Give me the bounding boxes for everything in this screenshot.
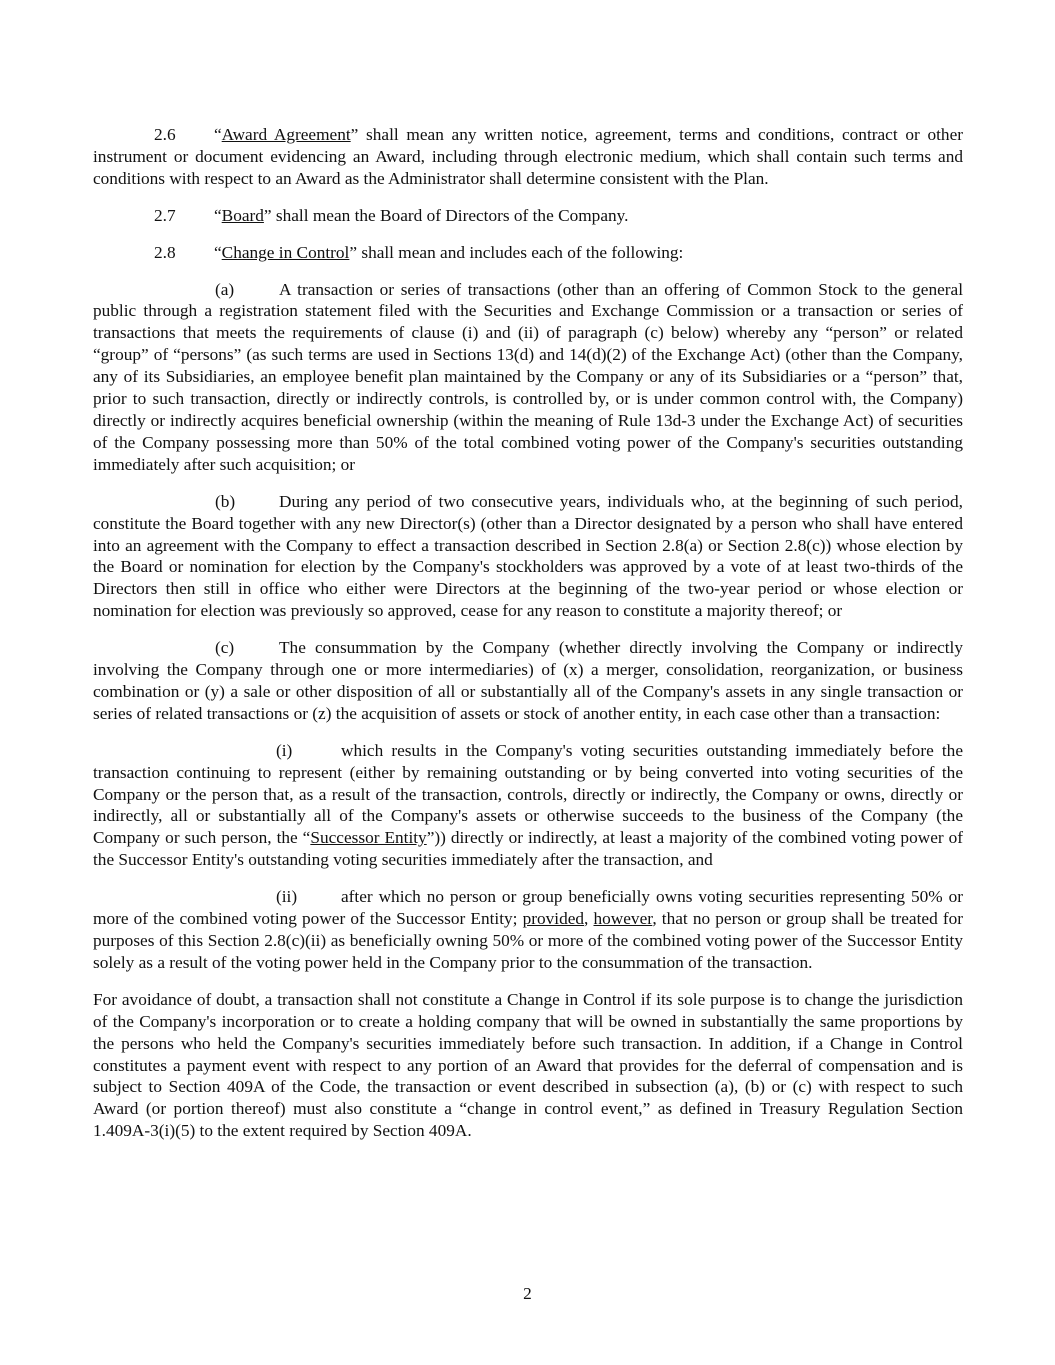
clause-c — [93, 637, 963, 725]
defined-term-change-in-control: Change in Control — [221, 242, 350, 262]
clause-number: (c) — [215, 638, 235, 658]
subclause-text: which results in the Company's voting securities outstanding immediately before the transaction continuing to represent (either by remaining outstanding or by being converted into voting securities of the Company or the person that, as a result of the transaction, controls, directly or indirectly, the Company or owns, directly or indirectly, all or substantially all of the Company's assets or otherwise succeeds to the business of the Company (the Company or such person, the “ — [93, 740, 963, 848]
subclause-text-after: ”)) directly or indirectly, at least a majority of the combined voting power of the Successor Entity's outstanding voting securities immediately after the transaction, and — [93, 828, 964, 870]
open-quote: “ — [214, 125, 222, 144]
section-2-8 — [93, 242, 963, 264]
section-2-7 — [93, 205, 963, 227]
clause-text: The consummation by the Company (whether directly involving the Company or indirectly involving the Company through one or more intermediaries) of (x) a merger, consolidation, reorganization, or business combination or (y) a sale or other disposition of all or substantially all of the Company's assets in any single transaction or series of related transactions or (z) the acquisition of assets or stock of another entity, in each case other than a transaction: — [93, 638, 963, 723]
subclause-number: (i) — [276, 740, 293, 760]
open-quote: “ — [214, 205, 222, 225]
term-however: however — [593, 909, 653, 929]
section-2-6 — [93, 124, 963, 190]
section-text: ” shall mean and includes each of the following: — [349, 242, 684, 262]
document-page — [93, 124, 963, 1157]
clause-b — [93, 491, 963, 622]
section-text: ” shall mean the Board of Directors of the Company. — [263, 205, 629, 225]
subclause-text: after which no person or group beneficially owns voting securities representing 50% or more of the combined voting power of the Successor Entity; — [93, 887, 963, 929]
open-quote: “ — [214, 242, 222, 262]
subclause-text-after: , that no person or group shall be treated for purposes of this Section 2.8(c)(ii) as beneficially owning 50% or more of the combined voting power of the Successor Entity solely as a result of the voting power held in the Company prior to the consummation of the transaction. — [93, 909, 964, 972]
section-number: 2.7 — [154, 205, 176, 225]
clause-number: (a) — [215, 279, 235, 299]
section-number: 2.6 — [154, 125, 176, 144]
term-provided: provided — [522, 909, 585, 929]
clause-text: During any period of two consecutive years, individuals who, at the beginning of such period, constitute the Board together with any new Director(s) (other than a Director designated by a person who shall have entered into an agreement with the Company to effect a transaction described in Section 2.8(a) or Section 2.8(c)) whose election by the Board or nomination for election by the Company's stockholders was approved by a vote of at least two-thirds of the Directors then still in office who either were Directors at the beginning of the two-year period or whose election or nomination for election was previously so approved, cease for any reason to constitute a majority thereof; or — [93, 491, 963, 621]
clause-a — [93, 279, 963, 476]
defined-term-successor-entity: Successor Entity — [310, 828, 427, 848]
clause-text: A transaction or series of transactions (other than an offering of Common Stock to the general public through a registration statement filed with the Securities and Exchange Commission or a transaction or series of transactions that meets the requirements of clause (i) and (ii) of paragraph (c) below) whereby any “person” or related “group” of “persons” (as such terms are used in Sections 13(d) and 14(d)(2) of the Exchange Act) (other than the Company, any of its Subsidiaries, an employee benefit plan maintained by the Company or any of its Subsidiaries or a “person” that, prior to such transaction, directly or indirectly controls, is controlled by, or is under common control with, the Company) directly or indirectly acquires beneficial ownership (within the meaning of Rule 13d-3 under the Exchange Act) of securities of the Company possessing more than 50% of the total combined voting power of the Company's securities outstanding immediately after such acquisition; or — [93, 279, 963, 474]
section-number: 2.8 — [154, 242, 176, 262]
subclause-i — [93, 740, 963, 871]
closing-paragraph: For avoidance of doubt, a transaction shall not constitute a Change in Control if its sole purpose is to change the jurisdiction of the Company's incorporation or to create a holding company that will be owned in substantially the same proportions by the persons who held the Company's securities immediately before such transaction. In addition, if a Change in Control constitutes a payment event with respect to any portion of an Award that provides for the deferral of compensation and is subject to Section 409A of the Code, the transaction or event described in subsection (a), (b) or (c) with respect to such Award (or portion thereof) must also constitute a “change in control event,” as defined in Treasury Regulation Section 1.409A-3(i)(5) to the extent required by Section 409A. — [93, 989, 963, 1141]
clause-number: (b) — [215, 491, 236, 511]
comma-separator: , — [584, 909, 594, 929]
defined-term-board: Board — [221, 205, 264, 225]
defined-term-award-agreement: Award Agreement — [221, 125, 351, 144]
page-number: 2 — [523, 1284, 532, 1303]
subclause-ii — [93, 886, 963, 974]
section-text: ” shall mean any written notice, agreement, terms and conditions, contract or other instrument or document evidencing an Award, including through electronic medium, which shall contain such terms and conditions with respect to an Award as the Administrator shall determine consistent with the Plan. — [93, 125, 963, 188]
subclause-number: (ii) — [276, 887, 298, 907]
